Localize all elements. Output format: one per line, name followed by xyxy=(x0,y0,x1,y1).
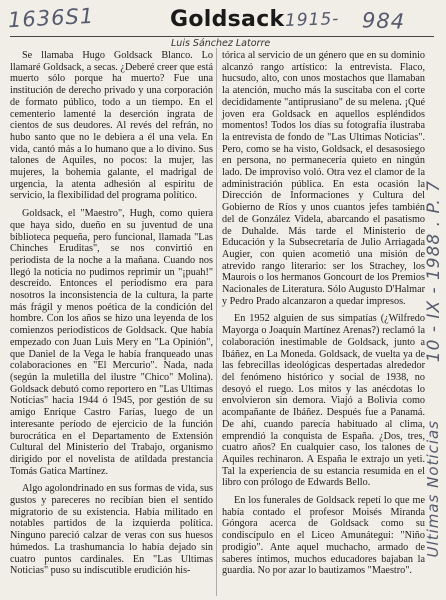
column-divider xyxy=(216,48,217,596)
paragraph: Algo agolondrinado en sus formas de vida, sus gustos y pareceres no recibían bien el sentido migratorio de su existencia. Había militado en notables partidos de la izquierda política. Ninguno pareció calzar de veras con sus huesos húmedos. La trashumancia lo había dejado sin cuatro puntos cardinales. En "Las Ultimas Noticias" puso su indiscutible erudición his- xyxy=(10,483,213,577)
handwritten-date: 10 - IX - 1988 . P. 7 xyxy=(424,180,444,363)
paragraph: En 1952 alguien de sus simpatías (¿Wilfredo Mayorga o Joaquín Martínez Arenas?) reclamó la colaboración inestimable de Goldsack, junto a Ibáñez, en La Moneda. Goldsack, de vuelta ya de las febrecillas ideológicas despertadas alrededor del fenómeno histórico y social de 1938, no desoyó el ruego. Los mitos y las anécdotas lo envolvieron sin demora. Viajó a Bolivia como acompañante de Ibáñez. Después fue a Panamá. De ahí, cuando parecía habituado al clima, emprendió la conquista de España. ¿Dos, tres, cuatro años? En cualquier caso, los talones de Aquiles rechinaron. A España le extrajo un yeti. Tal la experiencia de su estancia resumida en el libro con prólogo de Edwards Bello. xyxy=(222,313,425,489)
article-title: Goldsack xyxy=(170,7,285,32)
article-column-right xyxy=(222,50,425,583)
handwritten-number: 984 xyxy=(361,8,406,34)
byline-rule xyxy=(10,36,434,37)
paragraph: tórica al servicio de un género que en su dominio alcanzó rango artístico: la entrevista. Flaco, hucsudo, alto, con unos mostachos que llamaban la atención, mucho más la suscitaba con el corte decididamente "antiprusiano" de su melena. ¡Qué joven era Goldsack en aquellos espléndidos momentos! Todos los días su fotografía ilustraba la entrevista de fondo de "Las Ultimas Noticias". Pero, como se ha visto, Goldsack, el desasosiego en persona, no permanecería quieto en ningún lado. De improviso voló. Otra vez el clamor de la administración pública. En esta ocasión la Dirección de Informaciones y Cultura del Gobierno de Ríos y unos cuantos jefes también del de González Videla, abarcando el pasatismo de Duhalde. Más tarde el Ministerio de Educación y la Subsecretaría de Julio Arriagada Augier, con quien acometió una misión de atrevido rango literario: ser los Strachey, los Maurois o los hermanos Goncourt de los Premios Nacionales de Literatura. Sólo Augusto D'Halmar y Pedro Prado alcanzaron a quedar impresos. xyxy=(222,50,425,307)
article-byline: Luis Sánchez Latorre xyxy=(168,38,273,49)
article-column-left xyxy=(10,50,213,583)
handwritten-source: Ultimas Noticias xyxy=(424,420,442,558)
handwritten-year: 1915- xyxy=(284,9,340,31)
paragraph: Se llamaba Hugo Goldsack Blanco. Lo llamaré Goldsack, a secas. ¿Deberé creer que está muerto sólo porque ha muerto? Fue una institución de derecho privado y una corporación de formato público, todo a un tiempo. En el cementerio lamenté la deserción ingrata de cientos de sus deudores. Al revés del refrán, no hubo santo que no le debiera a él una vela. En vida, cantó más a lo humano que a lo divino. Sus talones de Aquiles, no pocos: la mujer, las mujeres, la bohemia galante, el madrigal de urgencia, la atenta adhesión al espíritu de servicio, la flexibilidad del programa político. xyxy=(10,50,213,202)
paragraph: En los funerales de Goldsack repetí lo que me había contado el profesor Moisés Miranda Góngora acerca de Goldsack como su condiscípulo en el Liceo Amunátegui: "Niño prodigio". Ante aquel muchacho, armado de saberes íntimos, muchos educadores bajaban la guardia. No por azar lo bautizamos "Maestro". xyxy=(222,495,425,577)
paragraph: Goldsack, el "Maestro", Hugh, como quiera que haya sido, dueño en su juventud de una biblioteca pequeña, pero funcional, llamada "Las Chinches Eruditas", se nos convirtió en periodista de la noche a la mañana. Cuando nos llegó la noticia no pudimos reprimir un "¡puah!" descreído. Entonces el periodismo era para nosotros la inconsistencia de la cultura, la parte más frágil y menos poética de la condición del hombre. Con los años se hizo una leyenda de los comienzos periodísticos de Goldsack. Que había empezado con Juan Luis Mery en "La Opinión", que Daniel de la Vega le había franqueado unas colaboraciones en "El Mercurio". Nada, nada (según la muletilla del ilustre "Chico" Molina). Goldsack debutó como reportero en "Las Ultimas Noticias" hacia 1944 ó 1945, por gestión de su amigo Enrique Castro Farías, luego de un interesante período de ejercicio de la función burocrática en el Departamento de Extensión Cultural del Ministerio del Trabajo, organismo dirigido por el novelista de atildada prestancia Tomás Gatica Martínez. xyxy=(10,208,213,477)
handwritten-archive-id: 1636S1 xyxy=(7,3,95,33)
